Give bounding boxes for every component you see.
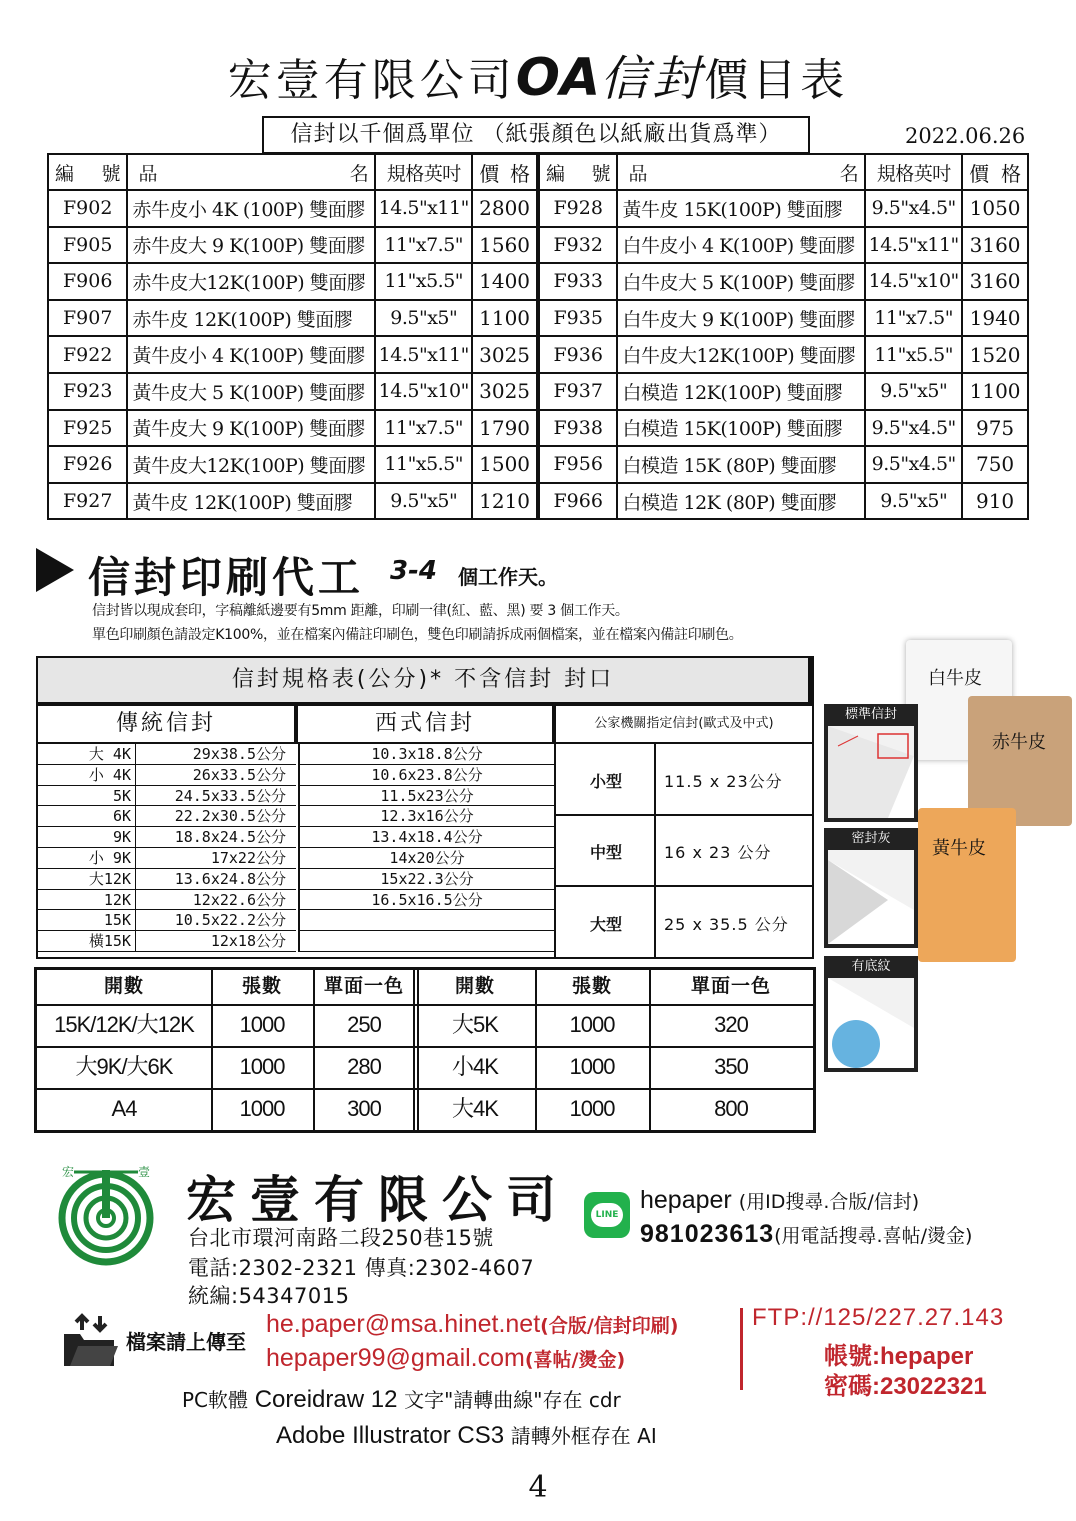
sample-caption: 標準信封 bbox=[844, 707, 897, 722]
product-size: 9.5"x4.5" bbox=[865, 190, 962, 227]
table-cell: 250 bbox=[347, 1012, 381, 1037]
company-name: 宏壹有限公司 bbox=[186, 1170, 570, 1229]
table-cell: 大4K bbox=[452, 1096, 498, 1121]
page-number: 4 bbox=[528, 1470, 548, 1505]
traditional-size-row bbox=[38, 765, 296, 786]
envelope-label: 白牛皮 bbox=[928, 668, 982, 689]
product-price: 3160 bbox=[962, 227, 1028, 264]
product-size: 9.5"x5" bbox=[375, 300, 472, 337]
traditional-envelope-header: 傳統信封 bbox=[36, 704, 296, 744]
product-price: 3025 bbox=[472, 336, 538, 373]
line-id[interactable]: hepaper (用ID搜尋.合版/信封) bbox=[640, 1186, 920, 1214]
price-row bbox=[48, 483, 1028, 520]
size-key: 小 9K bbox=[38, 848, 136, 868]
product-size: 11"x5.5" bbox=[865, 336, 962, 373]
product-size: 11"x5.5" bbox=[375, 263, 472, 300]
product-size: 11"x7.5" bbox=[865, 300, 962, 337]
size-value: 29x38.5公分 bbox=[192, 745, 286, 763]
product-size: 14.5"x11" bbox=[375, 336, 472, 373]
product-price: 1500 bbox=[472, 446, 538, 483]
product-size: 9.5"x4.5" bbox=[865, 446, 962, 483]
size-value: 11.5 x 23公分 bbox=[664, 771, 783, 791]
product-size: 9.5"x4.5" bbox=[865, 410, 962, 447]
product-price: 3160 bbox=[962, 263, 1028, 300]
table-header-cell: 開數 bbox=[103, 976, 144, 997]
product-name: 白模造 15K (80P) 雙面膠 bbox=[617, 446, 865, 483]
traditional-size-row bbox=[38, 910, 296, 931]
western-size-row: 16.5x16.5公分 bbox=[298, 890, 554, 911]
printing-price-table bbox=[34, 967, 816, 1133]
spec-table-title: 信封規格表(公分)* 不含信封 封口 bbox=[36, 656, 814, 704]
product-name: 赤牛皮大 9 K(100P) 雙面膠 bbox=[127, 227, 375, 264]
product-code: F906 bbox=[48, 263, 127, 300]
size-key: 5K bbox=[38, 786, 136, 806]
ftp-account: 帳號:hepaper bbox=[824, 1343, 974, 1370]
envelope-label: 黃牛皮 bbox=[932, 838, 986, 859]
product-price: 975 bbox=[962, 410, 1028, 447]
traditional-size-row bbox=[38, 786, 296, 807]
product-code: F923 bbox=[48, 373, 127, 410]
folder-upload-icon bbox=[60, 1312, 118, 1370]
table-cell: 1000 bbox=[569, 1012, 615, 1037]
product-size: 14.5"x10" bbox=[375, 373, 472, 410]
printing-days: 3-4 bbox=[390, 556, 437, 586]
product-price: 1940 bbox=[962, 300, 1028, 337]
product-name: 黃牛皮大 5 K(100P) 雙面膠 bbox=[127, 373, 375, 410]
table-cell: 320 bbox=[714, 1012, 748, 1037]
table-cell: 1000 bbox=[569, 1096, 615, 1121]
size-key: 15K bbox=[38, 910, 136, 930]
table-cell: 280 bbox=[347, 1054, 381, 1079]
svg-text:宏: 宏 bbox=[62, 1165, 75, 1179]
western-size-row: 11.5x23公分 bbox=[298, 786, 554, 807]
product-code: F936 bbox=[538, 336, 617, 373]
product-code: F928 bbox=[538, 190, 617, 227]
software-note-illustrator: Adobe Illustrator CS3 請轉外框存在 AI bbox=[276, 1422, 657, 1449]
product-code: F935 bbox=[538, 300, 617, 337]
product-size: 14.5"x11" bbox=[865, 227, 962, 264]
product-code: F937 bbox=[538, 373, 617, 410]
product-code: F905 bbox=[48, 227, 127, 264]
price-table bbox=[47, 153, 1029, 520]
table-cell: 1000 bbox=[239, 1012, 285, 1037]
upload-label: 檔案請上傳至 bbox=[126, 1330, 246, 1354]
table-header-cell: 張數 bbox=[241, 976, 282, 997]
product-price: 2800 bbox=[472, 190, 538, 227]
western-size-row bbox=[298, 931, 554, 952]
size-value: 18.8x24.5公分 bbox=[174, 828, 286, 847]
ftp-address[interactable]: FTP://125/227.27.143 bbox=[752, 1304, 1005, 1331]
company-address: 台北市環河南路二段250巷15號 bbox=[188, 1226, 494, 1250]
price-row bbox=[48, 336, 1028, 373]
printing-days-suffix: 個工作天。 bbox=[458, 565, 558, 589]
traditional-size-row bbox=[38, 890, 296, 911]
product-name: 白模造 15K(100P) 雙面膠 bbox=[617, 410, 865, 447]
company-tax-id: 統編:54347015 bbox=[188, 1284, 350, 1308]
size-value: 25 x 35.5 公分 bbox=[664, 915, 789, 935]
product-name: 白牛皮大12K(100P) 雙面膠 bbox=[617, 336, 865, 373]
product-size: 14.5"x10" bbox=[865, 263, 962, 300]
email-link[interactable]: hepaper99@gmail.com(喜帖/燙金) bbox=[266, 1344, 626, 1372]
size-key: 12K bbox=[38, 890, 136, 910]
government-size-row bbox=[554, 816, 814, 888]
government-size-row bbox=[554, 744, 814, 816]
western-size-row: 10.3x18.8公分 bbox=[298, 744, 554, 765]
product-name: 黃牛皮 15K(100P) 雙面膠 bbox=[617, 190, 865, 227]
western-size-row: 13.4x18.4公分 bbox=[298, 827, 554, 848]
svg-text:壹: 壹 bbox=[138, 1165, 151, 1179]
product-code: F966 bbox=[538, 483, 617, 520]
page-title: 宏壹有限公司OA信封價目表 bbox=[227, 48, 849, 108]
product-name: 白模造 12K(100P) 雙面膠 bbox=[617, 373, 865, 410]
size-value: 17x22公分 bbox=[210, 849, 286, 867]
price-row bbox=[48, 446, 1028, 483]
product-price: 1210 bbox=[472, 483, 538, 520]
product-name: 赤牛皮 12K(100P) 雙面膠 bbox=[127, 300, 375, 337]
product-code: F926 bbox=[48, 446, 127, 483]
product-name: 白牛皮大 5 K(100P) 雙面膠 bbox=[617, 263, 865, 300]
size-key: 大型 bbox=[589, 915, 622, 935]
product-name: 黃牛皮大 9 K(100P) 雙面膠 bbox=[127, 410, 375, 447]
size-key: 小型 bbox=[589, 771, 622, 791]
product-price: 750 bbox=[962, 446, 1028, 483]
table-cell: 300 bbox=[347, 1096, 381, 1121]
western-size-row bbox=[298, 910, 554, 931]
price-row bbox=[48, 227, 1028, 264]
triangle-arrow-icon bbox=[36, 548, 74, 592]
product-price: 1050 bbox=[962, 190, 1028, 227]
table-header-cell: 張數 bbox=[571, 976, 612, 997]
product-name: 赤牛皮小 4K (100P) 雙面膠 bbox=[127, 190, 375, 227]
western-size-row: 10.6x23.8公分 bbox=[298, 765, 554, 786]
red-kraft-envelope bbox=[968, 696, 1072, 826]
table-header-cell: 單面一色 bbox=[323, 976, 404, 997]
product-size: 11"x7.5" bbox=[375, 410, 472, 447]
size-key: 橫15K bbox=[38, 931, 136, 951]
table-cell: 小4K bbox=[452, 1054, 498, 1079]
envelope-flap-image bbox=[828, 726, 914, 818]
traditional-size-row bbox=[38, 744, 296, 765]
product-price: 1400 bbox=[472, 263, 538, 300]
unit-note: 信封以千個爲單位 （紙張顏色以紙廠出貨爲準） bbox=[262, 116, 810, 154]
size-key: 6K bbox=[38, 806, 136, 826]
western-size-row: 12.3x16公分 bbox=[298, 806, 554, 827]
product-name: 黃牛皮 12K(100P) 雙面膠 bbox=[127, 483, 375, 520]
table-cell: 15K/12K/大12K bbox=[54, 1012, 194, 1037]
product-code: F938 bbox=[538, 410, 617, 447]
size-value: 22.2x30.5公分 bbox=[174, 807, 286, 826]
table-cell: A4 bbox=[111, 1096, 137, 1121]
yellow-kraft-envelope bbox=[918, 808, 1016, 962]
size-key: 中型 bbox=[589, 843, 622, 863]
table-cell: 大5K bbox=[452, 1012, 498, 1037]
product-code: F902 bbox=[48, 190, 127, 227]
product-price: 1520 bbox=[962, 336, 1028, 373]
western-size-row: 15x22.3公分 bbox=[298, 869, 554, 890]
product-price: 1560 bbox=[472, 227, 538, 264]
product-name: 白牛皮大 9 K(100P) 雙面膠 bbox=[617, 300, 865, 337]
government-envelope-header: 公家機關指定信封(歐式及中式) bbox=[554, 704, 814, 744]
size-key: 大12K bbox=[38, 869, 136, 889]
traditional-size-row bbox=[38, 931, 296, 952]
company-phone-fax: 電話:2302-2321 傳真:2302-4607 bbox=[188, 1256, 535, 1280]
size-key: 小 4K bbox=[38, 765, 136, 785]
table-header-cell: 開數 bbox=[454, 976, 495, 997]
sealed-gray-envelope-sample bbox=[824, 828, 918, 948]
envelope-flap-image bbox=[828, 850, 914, 944]
product-name: 赤牛皮大12K(100P) 雙面膠 bbox=[127, 263, 375, 300]
product-name: 黃牛皮大12K(100P) 雙面膠 bbox=[127, 446, 375, 483]
envelope-label: 赤牛皮 bbox=[992, 732, 1046, 753]
traditional-size-row bbox=[38, 827, 296, 848]
sample-caption: 密封灰 bbox=[851, 831, 891, 846]
envelope-pattern-image bbox=[828, 978, 914, 1068]
price-row bbox=[48, 373, 1028, 410]
product-size: 11"x5.5" bbox=[375, 446, 472, 483]
price-date: 2022.06.26 bbox=[905, 124, 1026, 148]
table-cell: 1000 bbox=[569, 1054, 615, 1079]
product-size: 11"x7.5" bbox=[375, 227, 472, 264]
product-code: F933 bbox=[538, 263, 617, 300]
table-cell: 800 bbox=[714, 1096, 748, 1121]
western-envelope-header: 西式信封 bbox=[296, 704, 554, 744]
sample-caption: 有底紋 bbox=[851, 959, 891, 974]
product-code: F956 bbox=[538, 446, 617, 483]
product-price: 1100 bbox=[472, 300, 538, 337]
size-value: 13.6x24.8公分 bbox=[174, 869, 286, 888]
product-price: 910 bbox=[962, 483, 1028, 520]
product-name: 黃牛皮小 4 K(100P) 雙面膠 bbox=[127, 336, 375, 373]
line-phone[interactable]: 981023613(用電話搜尋.喜帖/燙金) bbox=[640, 1220, 973, 1248]
size-value: 26x33.5公分 bbox=[192, 765, 286, 784]
product-size: 9.5"x5" bbox=[375, 483, 472, 520]
ftp-password: 密碼:23022321 bbox=[824, 1373, 987, 1400]
product-code: F907 bbox=[48, 300, 127, 337]
western-size-row: 14x20公分 bbox=[298, 848, 554, 869]
table-header-cell: 單面一色 bbox=[690, 976, 771, 997]
traditional-size-row bbox=[38, 806, 296, 827]
product-size: 9.5"x5" bbox=[865, 373, 962, 410]
price-row bbox=[48, 263, 1028, 300]
product-code: F925 bbox=[48, 410, 127, 447]
product-price: 1790 bbox=[472, 410, 538, 447]
line-app-icon: LINE bbox=[584, 1192, 630, 1238]
traditional-size-row bbox=[38, 848, 296, 869]
email-link[interactable]: he.paper@msa.hinet.net(合版/信封印刷) bbox=[266, 1310, 679, 1338]
table-cell: 1000 bbox=[239, 1096, 285, 1121]
size-key: 9K bbox=[38, 827, 136, 847]
size-value: 12x18公分 bbox=[210, 932, 286, 951]
company-logo bbox=[52, 1162, 160, 1266]
printing-note: 信封皆以現成套印，字稿離紙邊要有5mm 距離，印刷一律(紅、藍、黑) 要 3 個工作天。 bbox=[92, 603, 629, 619]
price-row bbox=[48, 300, 1028, 337]
product-price: 3025 bbox=[472, 373, 538, 410]
size-value: 16 x 23 公分 bbox=[664, 843, 772, 863]
government-size-row bbox=[554, 887, 814, 959]
price-table-header: 編 號 品 名 規格英吋 價 格 編 號 品 名 規格英吋 價 格 bbox=[48, 154, 1028, 190]
product-size: 9.5"x5" bbox=[865, 483, 962, 520]
patterned-envelope-sample bbox=[824, 956, 918, 1072]
printing-note: 單色印刷顏色請設定K100%，並在檔案內備註印刷色，雙色印刷請拆成兩個檔案，並在檔案內備註印刷色。 bbox=[92, 627, 743, 643]
table-cell: 大9K/大6K bbox=[75, 1054, 173, 1079]
divider bbox=[740, 1308, 743, 1390]
table-cell: 1000 bbox=[239, 1054, 285, 1079]
product-code: F927 bbox=[48, 483, 127, 520]
printing-title: 信封印刷代工 bbox=[88, 553, 365, 602]
price-row bbox=[48, 190, 1028, 227]
size-key: 大 4K bbox=[38, 744, 136, 764]
standard-envelope-sample bbox=[824, 704, 918, 822]
price-row bbox=[48, 410, 1028, 447]
size-value: 12x22.6公分 bbox=[192, 890, 286, 909]
product-name: 白模造 12K (80P) 雙面膠 bbox=[617, 483, 865, 520]
product-code: F922 bbox=[48, 336, 127, 373]
software-note-coreldraw: PC軟體 Coreidraw 12 文字"請轉曲線"存在 cdr bbox=[182, 1386, 621, 1413]
product-code: F932 bbox=[538, 227, 617, 264]
product-price: 1100 bbox=[962, 373, 1028, 410]
table-cell: 350 bbox=[714, 1054, 748, 1079]
product-size: 14.5"x11" bbox=[375, 190, 472, 227]
product-name: 白牛皮小 4 K(100P) 雙面膠 bbox=[617, 227, 865, 264]
size-value: 10.5x22.2公分 bbox=[174, 911, 286, 930]
traditional-size-row bbox=[38, 869, 296, 890]
size-value: 24.5x33.5公分 bbox=[174, 786, 286, 805]
